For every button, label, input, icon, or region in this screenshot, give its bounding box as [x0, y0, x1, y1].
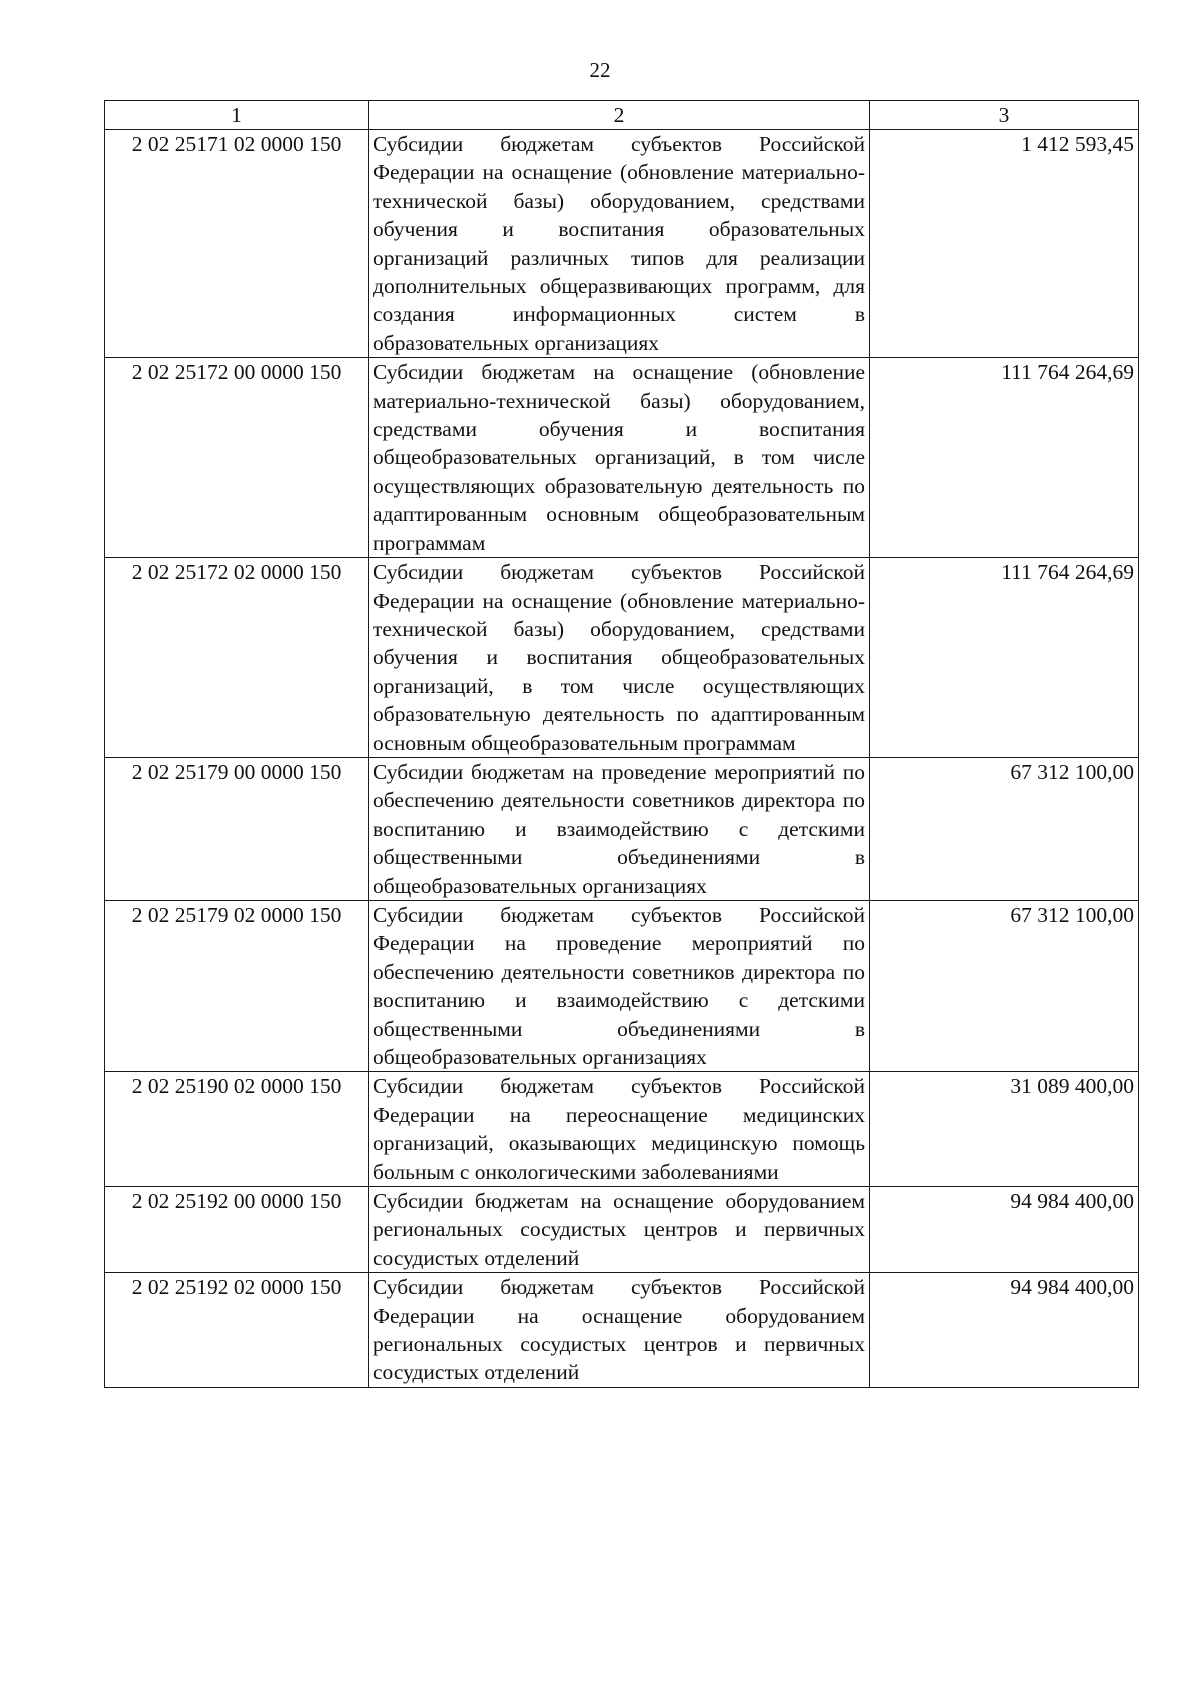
description-cell: Субсидии бюджетам на оснащение оборудованием региональных сосудистых центров и первичных сосудистых отделений: [369, 1187, 870, 1273]
description-cell: Субсидии бюджетам субъектов Российской Федерации на переоснащение медицинских организаций, оказывающих медицинскую помощь больным с онкологическими заболеваниями: [369, 1072, 870, 1187]
description-cell: Субсидии бюджетам субъектов Российской Федерации на оснащение оборудованием региональных сосудистых центров и первичных сосудистых отделений: [369, 1273, 870, 1388]
table-header-row: [105, 101, 1139, 130]
table-row: [105, 1187, 1139, 1273]
column-header-description: 2: [369, 101, 870, 130]
budget-code-cell: 2 02 25172 00 0000 150: [105, 358, 369, 558]
amount-cell: 94 984 400,00: [870, 1273, 1139, 1388]
description-cell: Субсидии бюджетам на проведение мероприятий по обеспечению деятельности советников директора по воспитанию и взаимодействию с детскими общественными объединениями в общеобразовательных организациях: [369, 757, 870, 900]
description-cell: Субсидии бюджетам субъектов Российской Федерации на оснащение (обновление материально-технической базы) оборудованием, средствами обучения и воспитания общеобразовательных организаций, в том числе осуществляющих образовательную деятельность по адаптированным основным общеобразовательным программам: [369, 558, 870, 758]
budget-code-cell: 2 02 25172 02 0000 150: [105, 558, 369, 758]
amount-cell: 111 764 264,69: [870, 558, 1139, 758]
amount-cell: 94 984 400,00: [870, 1187, 1139, 1273]
column-header-amount: 3: [870, 101, 1139, 130]
page-number: 22: [589, 58, 611, 82]
budget-code-cell: 2 02 25179 00 0000 150: [105, 757, 369, 900]
table-row: [105, 757, 1139, 900]
description-cell: Субсидии бюджетам субъектов Российской Федерации на оснащение (обновление материально-технической базы) оборудованием, средствами обучения и воспитания образовательных организаций различных типов для реализации дополнительных общеразвивающих программ, для создания информационных систем в образовательных организациях: [369, 130, 870, 358]
column-header-code: 1: [105, 101, 369, 130]
budget-code-cell: 2 02 25179 02 0000 150: [105, 900, 369, 1071]
table-row: [105, 130, 1139, 358]
table-row: [105, 1072, 1139, 1187]
amount-cell: 1 412 593,45: [870, 130, 1139, 358]
budget-code-cell: 2 02 25190 02 0000 150: [105, 1072, 369, 1187]
table-row: [105, 900, 1139, 1071]
budget-revenue-table: [104, 100, 1139, 1388]
amount-cell: 31 089 400,00: [870, 1072, 1139, 1187]
budget-code-cell: 2 02 25192 00 0000 150: [105, 1187, 369, 1273]
table-row: [105, 1273, 1139, 1388]
description-cell: Субсидии бюджетам на оснащение (обновление материально-технической базы) оборудованием, средствами обучения и воспитания общеобразовательных организаций, в том числе осуществляющих образовательную деятельность по адаптированным основным общеобразовательным программам: [369, 358, 870, 558]
amount-cell: 67 312 100,00: [870, 900, 1139, 1071]
amount-cell: 67 312 100,00: [870, 757, 1139, 900]
description-cell: Субсидии бюджетам субъектов Российской Федерации на проведение мероприятий по обеспечению деятельности советников директора по воспитанию и взаимодействию с детскими общественными объединениями в общеобразовательных организациях: [369, 900, 870, 1071]
amount-cell: 111 764 264,69: [870, 358, 1139, 558]
budget-code-cell: 2 02 25171 02 0000 150: [105, 130, 369, 358]
budget-code-cell: 2 02 25192 02 0000 150: [105, 1273, 369, 1388]
table-row: [105, 558, 1139, 758]
table-row: [105, 358, 1139, 558]
